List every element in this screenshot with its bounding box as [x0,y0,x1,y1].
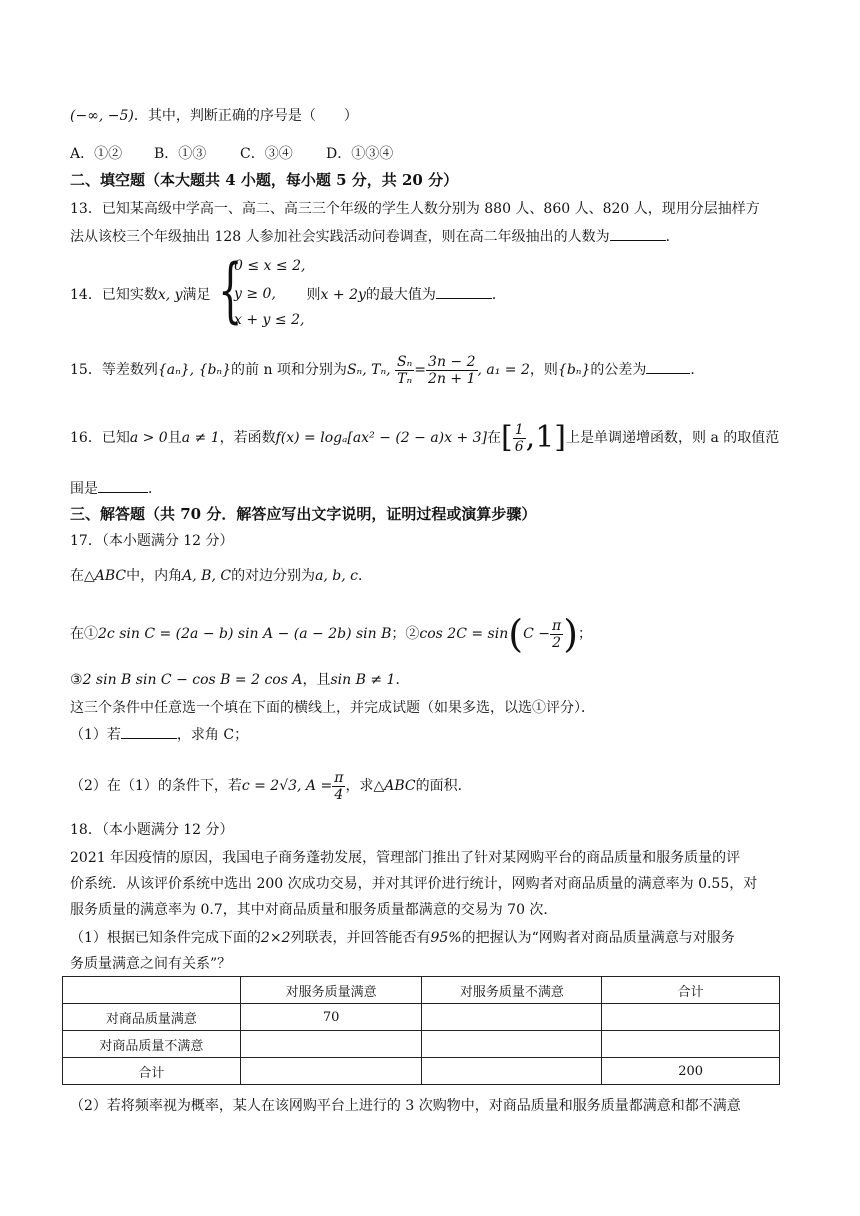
table-cell [422,1004,602,1031]
q18-heading: 18．（本小题满分 12 分） [70,822,234,838]
q12-options [70,144,790,164]
q18-line-1: 2021 年因疫情的原因，我国电子商务蓬勃发展，管理部门推出了针对某网购平台的商品质量和服务质量的评 [70,850,741,866]
option-b: B．①③ [154,146,207,162]
q18-part-2: （2）若将频率视为概率，某人在该网购平台上进行的 3 次购物中，对商品质量和服务质量都满意和都不满意 [70,1098,741,1114]
q15-line: 15．等差数列{aₙ}, {bₙ}的前 n 项和分别为Sₙ, Tₙ, $\frac{\text{Sₙ}}{\text{Tₙ}}$ = $\frac{3n - 2}{2n + 1}$ , a₁ = 2，则{bₙ}的公差为 ． [70,353,705,387]
q17-part-2: （2）在（1）的条件下，若c = 2√3, A = $\frac{\pi}{4}$ ，求△ABC的面积． [70,769,472,803]
table-cell: 200 [602,1058,780,1085]
option-c: C．③④ [240,146,293,162]
fraction-pi-over-4: $\frac{\pi}{4}$ [334,769,344,803]
row-label: 合计 [63,1058,241,1085]
table-cell [602,1004,780,1031]
row-label: 对商品质量满意 [63,1004,241,1031]
row-label: 对商品质量不满意 [63,1031,241,1058]
table-cell [240,1031,422,1058]
fraction-s-over-t: $\frac{\text{Sₙ}}{\text{Tₙ}}$ [397,353,413,387]
q17-conditions-1-2: 在①2c sin C = (2a − b) sin A − (a − 2b) sin B；②cos 2C = sin(C − $\frac{\pi}{2}$ )； [70,612,593,656]
table-header-cell: 对服务质量不满意 [422,977,602,1004]
table-row [63,1058,780,1085]
q13-line-1: 13．已知某高级中学高一、高二、高三三个年级的学生人数分别为 880 人、860 人、820 人，现用分层抽样方 [70,201,760,217]
contingency-table [62,976,780,1085]
fraction-ratio: $\frac{3n - 2}{2n + 1}$ [428,353,476,387]
table-row [63,1004,780,1031]
q17-condition-3: ③2 sin B sin C − cos B = 2 cos A，且sin B ≠ 1． [70,672,410,688]
q18-line-3: 服务质量的满意率为 0.7，其中对商品质量和服务质量都满意的交易为 70 次． [70,902,558,918]
section-3-heading: 三、解答题（共 70 分．解答应写出文字说明，证明过程或演算步骤） [70,505,537,523]
answer-blank [610,226,666,241]
fraction-pi-over-2: $\frac{\pi}{2}$ [551,617,562,651]
q17-heading: 17．（本小题满分 12 分） [70,533,234,549]
answer-blank [646,359,690,374]
q14-line: 14．已知实数x, y满足 则x + 2y的最大值为 ． [70,284,790,305]
table-header-cell: 合计 [602,977,780,1004]
q18-part-1: （1）根据已知条件完成下面的2×2列联表，并回答能否有95%的把握认为“网购者对商品质量满意与对服务 [70,930,735,946]
table-header-cell: 对服务质量满意 [240,977,422,1004]
q12-tail: (−∞, −5)．其中，判断正确的序号是（ ） [70,108,358,124]
q16-line-2: 围是 ． [70,478,790,499]
table-cell [422,1058,602,1085]
option-a: A．①② [70,146,123,162]
answer-blank [98,478,148,493]
exam-page: (−∞, −5)．其中，判断正确的序号是（ ） A．①② B．①③ C．③④ D．①③④ 二、填空题（本大题共 4 小题，每小题 5 分，共 20 分） 13．已知某高级中学高一、高二、高三三个年级的学生人数分别为 880 人、860 人、820 人，现用分层抽样方 法从该校三个年级抽出 128 人参加社会实践活动问卷调查，则在高二年级抽出的人数为 ． 14．已知实数x, y满足 则x + 2y的最大值为 ． { 0 ≤ x ≤ 2, y ≥ 0, x + y ≤ 2, 15．等差数列{aₙ}, {bₙ}的前 n 项和分别为Sₙ, Tₙ, $\frac{\text{Sₙ}}{\text{Tₙ}}$ = $\frac{3n - 2}{2n + 1}$ , a₁ = 2，则{bₙ}的公差为 ． 16．已知a > 0且a ≠ 1，若函数f(x) = logₐ[ax² − (2 − a)x + 3]在[ $\frac{1}{6}$ ,1]上是单调递增函数，则 a 的取值范 围是 ． 三、解答题（共 70 分．解答应写出文字说明，证明过程或演算步骤） 17．（本小题满分 12 分） 在△ABC中，内角A, B, C的对边分别为a, b, c． 在①2c sin C = (2a − b) sin A − (a − 2b) sin B；②cos 2C = sin(C − $\frac{\pi}{2}$ )； ③2 sin B sin C − cos B = 2 cos A，且sin B ≠ 1． 这三个条件中任意选一个填在下面的横线上，并完成试题（如果多选，以选①评分）． （1）若 ，求角 C； （2）在（1）的条件下，若c = 2√3, A = $\frac{\pi}{4}$ ，求△ABC的面积． 18．（本小题满分 12 分） 2021 年因疫情的原因，我国电子商务蓬勃发展，管理部门推出了针对某网购平台的商品质量和服务质量的评 价系统．从该评价系统中选出 200 次成功交易，并对其评价进行统计，网购者对商品质量的满意率为 0.55，对 服务质量的满意率为 0.7，其中对商品质量和服务质量都满意的交易为 70 次． （1）根据已知条件完成下面的2×2列联表，并回答能否有95%的把握认为“网购者对商品质量满意与对服务 务质量满意之间有关系”？ 对服务质量满意 对服务质量不满意 合计 对商品质量满意 70 对商品质量不满意 合计 200 （2）若将频率视为概率，某人在该网购平台上进行的 3 次购物中，对商品质量和服务质量都满意和都不满意 [0,0,860,1216]
table-cell [63,977,241,1004]
q17-note: 这三个条件中任意选一个填在下面的横线上，并完成试题（如果多选，以选①评分）． [70,700,595,716]
table-row [63,1031,780,1058]
left-brace: { [218,249,243,331]
table-cell [602,1031,780,1058]
q18-part-1-cont: 务质量满意之间有关系”？ [70,956,232,972]
q17-setup: 在△ABC中，内角A, B, C的对边分别为a, b, c． [70,568,373,584]
table-cell: 70 [240,1004,422,1031]
section-2-heading: 二、填空题（本大题共 4 小题，每小题 5 分，共 20 分） [70,171,459,189]
answer-blank [121,724,177,739]
table-cell [422,1031,602,1058]
option-d: D．①③④ [326,146,394,162]
table-cell [240,1058,422,1085]
fraction-one-sixth: $\frac{1}{6}$ [514,421,524,455]
q17-part-1: （1）若 ，求角 C； [70,724,790,745]
q18-line-2: 价系统．从该评价系统中选出 200 次成功交易，并对其评价进行统计，网购者对商品质量的满意率为 0.55，对 [70,876,758,892]
q16-line-1: 16．已知a > 0且a ≠ 1，若函数f(x) = logₐ[ax² − (2 − a)x + 3]在[ $\frac{1}{6}$ ,1]上是单调递增函数，则 a 的取值范 [70,420,780,455]
answer-blank [436,284,492,299]
table-header-row [63,977,780,1004]
q13-line-2: 法从该校三个年级抽出 128 人参加社会实践活动问卷调查，则在高二年级抽出的人数为 ． [70,226,790,247]
